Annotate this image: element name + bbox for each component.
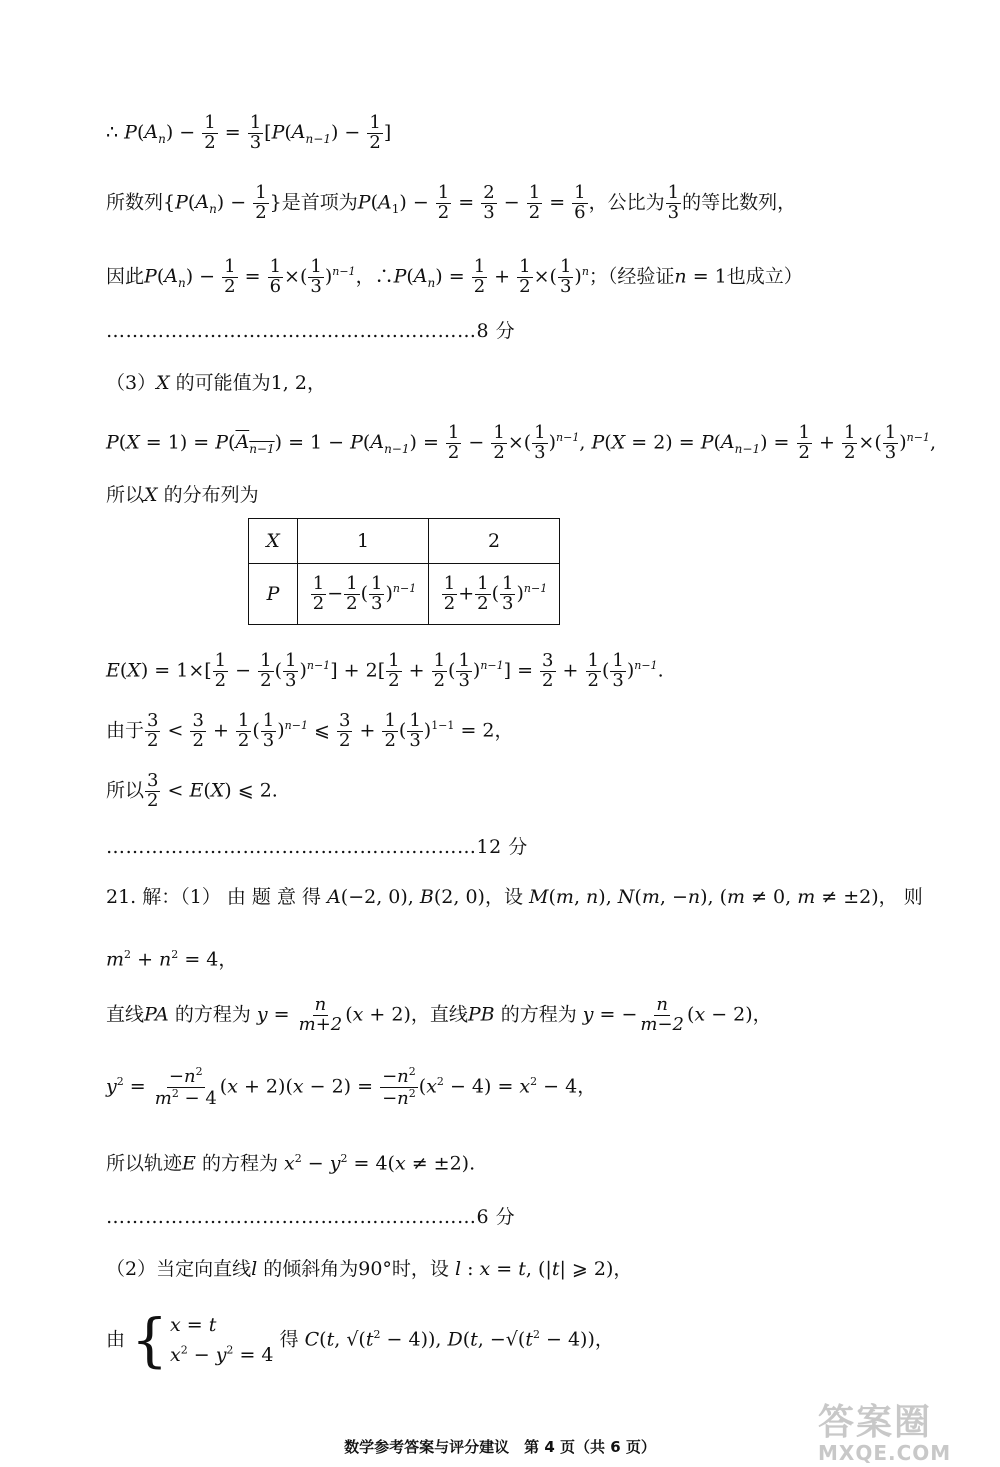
equation-system: { x = t $x^2 - y^2 = 4$: [131, 1306, 274, 1375]
table-header-2: 2: [429, 519, 560, 564]
equation-line-4: （3）X 的可能值为1, 2，: [106, 372, 326, 394]
equation-line-13: $y^2$ = $\frac{-n^2}{m^2 - 4}$ (x + 2)(x − 2) = $\frac{-n^2}{-n^2}$ $(x^2 - 4) = x^2 - 4$，: [106, 1065, 597, 1109]
equation-line-7: E(X) = 1×[ $\frac{1}{2}$ − $\frac{1}{2}$ ( $\frac{1}{3}$ )$^{n-1}$] + 2[ $\frac{1}{2}$ + $\frac{1}{2}$ ( $\frac{1}{3}$ )$^{n-1}$] = $\frac{3}{2}$ + $\frac{1}{2}$ ( $\frac{1}{3}$ )$^{n-1}$.: [106, 650, 664, 691]
equation-line-11: $m^2 + n^2 = 4$，: [106, 948, 238, 971]
table-row-label-p: P: [249, 564, 298, 625]
equation-line-8: 由于 $\frac{3}{2}$ < $\frac{3}{2}$ + $\frac{1}{2}$ ( $\frac{1}{3}$ )$^{n-1}$ ⩽ $\frac{3}{2}$ + $\frac{1}{2}$ ( $\frac{1}{3}$ )$^{1-1}$ = 2，: [106, 710, 514, 751]
score-dots-12: …………………………………………………12 分: [106, 836, 528, 858]
equation-line-3: 因此$P(A_n)$ − $\frac{1}{2}$ = $\frac{1}{6}$ ×( $\frac{1}{3}$ )$^{n-1}$，$\therefore P(A_n)$ = $\frac{1}{2}$ + $\frac{1}{2}$ ×( $\frac{1}{3}$ )$^n$；（经验证n = 1也成立）: [106, 256, 803, 297]
table-cell-p2: $\frac{1}{2}$ + $\frac{1}{2}$ ( $\frac{1}{3}$ )$^{n-1}$: [429, 564, 560, 625]
distribution-table: [248, 518, 560, 625]
score-dots-6: …………………………………………………6 分: [106, 1206, 516, 1228]
equation-line-12: 直线PA 的方程为 y = $\frac{n}{m+2}$ (x + 2)，直线PB 的方程为 y = − $\frac{n}{m-2}$ (x − 2)，: [106, 994, 772, 1035]
table-header-1: 1: [298, 519, 429, 564]
equation-line-1: ∴ $P(A_n)$ − $\frac{1}{2}$ = $\frac{1}{3}$ [$P(A_{n-1})$ − $\frac{1}{2}$ ]: [106, 112, 392, 153]
equation-line-15: （2）当定向直线l 的倾斜角为90°时，设 l : x = t, (|t| ⩾ 2)，: [106, 1258, 633, 1280]
equation-line-10: 21. 解：（1） 由 题 意 得 A(−2, 0), B(2, 0)，设 M(m, n), N(m, −n), (m ≠ 0, m ≠ ±2)， 则: [106, 886, 923, 908]
table-header-x: X: [249, 519, 298, 564]
equation-line-5: $P(X = 1) = P(A_{n-1}) = 1 - P(A_{n-1})$ = $\frac{1}{2}$ − $\frac{1}{2}$ ×( $\frac{1}{3}$ )$^{n-1}$, $P(X = 2) = P(A_{n-1})$ = $\frac{1}{2}$ + $\frac{1}{2}$ ×( $\frac{1}{3}$ )$^{n-1}$,: [106, 422, 936, 463]
equation-line-6: 所以X 的分布列为: [106, 484, 259, 506]
table-cell-p1: $\frac{1}{2}$ − $\frac{1}{2}$ ( $\frac{1}{3}$ )$^{n-1}$: [298, 564, 429, 625]
equation-line-16: 由 { x = t $x^2 - y^2 = 4$ 得 C(t, $√(t^2 - 4)$), D(t, $-√(t^2 - 4)$)，: [106, 1306, 614, 1375]
watermark-logo: 答案圈 MXQE.COM: [818, 1402, 952, 1465]
page-footer: 数学参考答案与评分建议 第 4 页（共 6 页）: [344, 1438, 656, 1456]
equation-line-14: 所以轨迹E 的方程为 $x^2 - y^2 = 4(x \ne \pm 2)$.: [106, 1152, 476, 1175]
equation-line-2: 所数列{$P(A_n)$ − $\frac{1}{2}$ }是首项为$P(A_1)$ − $\frac{1}{2}$ = $\frac{2}{3}$ − $\frac{1}{2}$ = $\frac{1}{6}$ ，公比为 $\frac{1}{3}$ 的等比数列，: [106, 182, 797, 223]
equation-line-9: 所以 $\frac{3}{2}$ < E(X) ⩽ 2.: [106, 770, 278, 811]
score-dots-8: …………………………………………………8 分: [106, 320, 516, 342]
